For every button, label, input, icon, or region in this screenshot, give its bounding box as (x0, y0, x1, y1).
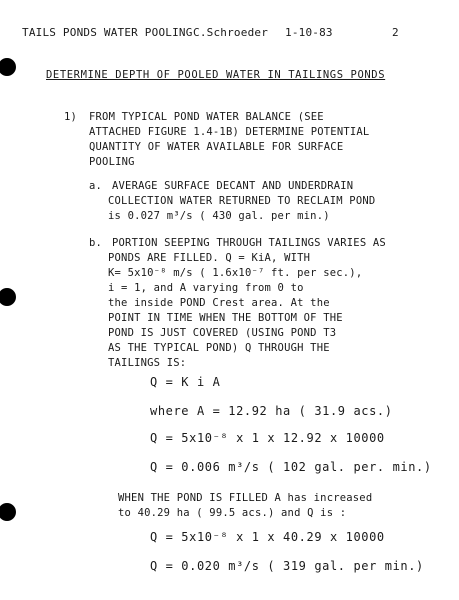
filled-text-line: to 40.29 ha ( 99.5 acs.) and Q is : (118, 507, 347, 519)
item-b-marker: b. (89, 237, 103, 249)
item-b-line: K= 5x10⁻⁸ m/s ( 1.6x10⁻⁷ ft. per sec.), (108, 267, 363, 279)
header-date: 1-10-83 (285, 26, 333, 39)
item-b-line: PORTION SEEPING THROUGH TAILINGS VARIES AS (112, 237, 386, 249)
item-b-line: POND IS JUST COVERED (USING POND T3 (108, 327, 337, 339)
equation: Q = 0.006 m³/s ( 102 gal. per. min.) (150, 460, 432, 474)
equation: where A = 12.92 ha ( 31.9 acs.) (150, 404, 393, 418)
item-a-line: AVERAGE SURFACE DECANT AND UNDERDRAIN (112, 180, 354, 192)
item-a-marker: a. (89, 180, 103, 192)
binder-hole (0, 503, 16, 521)
equation: Q = 0.020 m³/s ( 319 gal. per min.) (150, 559, 424, 573)
equation: Q = 5x10⁻⁸ x 1 x 40.29 x 10000 (150, 530, 385, 544)
header-author: C.Schroeder (193, 26, 269, 39)
item-a-line: COLLECTION WATER RETURNED TO RECLAIM POND (108, 195, 376, 207)
page-title: DETERMINE DEPTH OF POOLED WATER IN TAILINGS PONDS (46, 69, 386, 81)
header-subject: TAILS PONDS WATER POOLING (22, 26, 193, 39)
item-b-line: AS THE TYPICAL POND) Q THROUGH THE (108, 342, 330, 354)
item-a-line: is 0.027 m³/s ( 430 gal. per min.) (108, 210, 330, 222)
section-1-line: FROM TYPICAL POND WATER BALANCE (SEE (89, 111, 324, 123)
equation: Q = 5x10⁻⁸ x 1 x 12.92 x 10000 (150, 431, 385, 445)
equation: Q = K i A (150, 375, 221, 389)
section-1-line: ATTACHED FIGURE 1.4-1B) DETERMINE POTENTIAL (89, 126, 370, 138)
item-b-line: POINT IN TIME WHEN THE BOTTOM OF THE (108, 312, 343, 324)
section-1-line: QUANTITY OF WATER AVAILABLE FOR SURFACE (89, 141, 344, 153)
binder-hole (0, 288, 16, 306)
item-b-line: the inside POND Crest area. At the (108, 297, 330, 309)
page-number: 2 (392, 26, 399, 39)
item-b-line: PONDS ARE FILLED. Q = KiA, WITH (108, 252, 311, 264)
section-1-marker: 1) (64, 111, 78, 123)
binder-hole (0, 58, 16, 76)
item-b-line: i = 1, and A varying from 0 to (108, 282, 304, 294)
item-b-line: TAILINGS IS: (108, 357, 187, 369)
filled-text-line: WHEN THE POND IS FILLED A has increased (118, 492, 373, 504)
section-1-line: POOLING (89, 156, 135, 168)
